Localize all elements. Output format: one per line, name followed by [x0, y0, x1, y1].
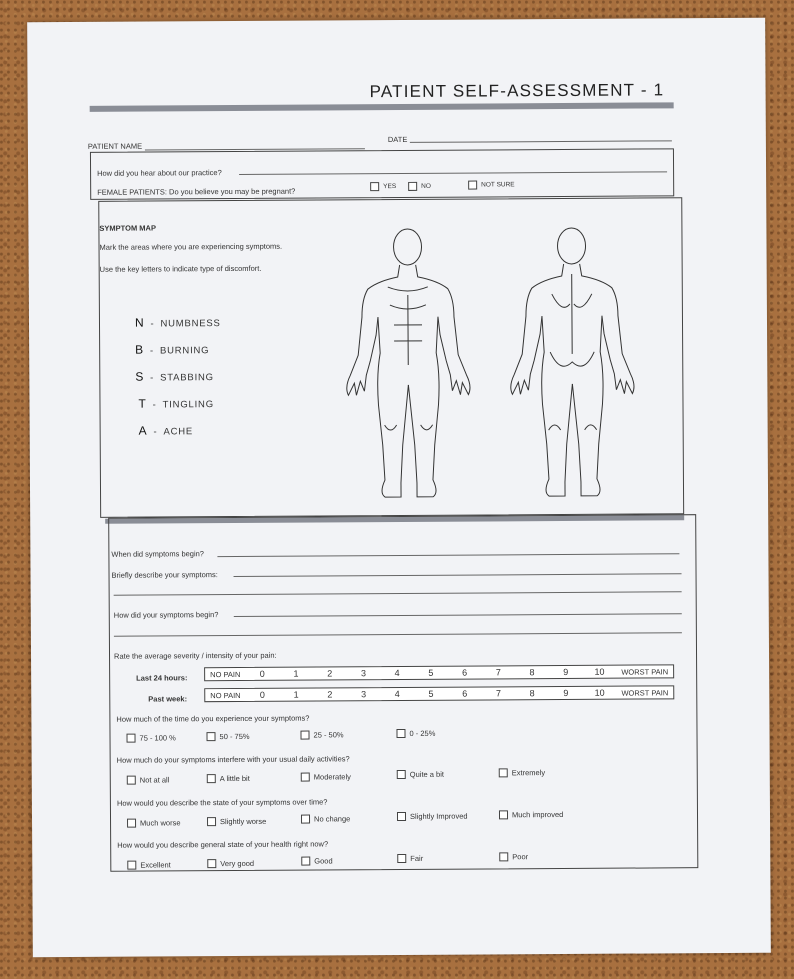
scale-option[interactable]: 0: [259, 689, 265, 700]
key-numbness: N - NUMBNESS: [134, 315, 221, 330]
q-health-opt-3[interactable]: Good: [301, 856, 332, 865]
q-state-opt-2[interactable]: Slightly worse: [207, 817, 266, 826]
page-title: PATIENT SELF-ASSESSMENT - 1: [369, 80, 665, 102]
checkbox[interactable]: [127, 861, 136, 870]
scale-option[interactable]: 8: [529, 688, 535, 699]
checkbox[interactable]: [206, 732, 215, 741]
q-state-label: How would you describe the state of your symptoms over time?: [116, 797, 328, 808]
q-health-opt-5[interactable]: Poor: [499, 852, 528, 861]
key-ache: A - ACHE: [138, 423, 194, 438]
describe-label: Briefly describe your symptoms:: [111, 570, 218, 580]
q-state-opt-4[interactable]: Slightly Improved: [397, 812, 468, 821]
scale-option[interactable]: 6: [462, 688, 468, 699]
scale-option[interactable]: 1: [293, 668, 299, 679]
scale-option[interactable]: 7: [495, 667, 501, 678]
checkbox[interactable]: [127, 819, 136, 828]
q-state-opt-1[interactable]: Much worse: [127, 818, 180, 827]
date-field[interactable]: [410, 140, 672, 143]
pregnant-label: FEMALE PATIENTS: Do you believe you may be pregnant?: [97, 186, 296, 197]
q-interfere-label: How much do your symptoms interfere with your usual daily activities?: [116, 754, 350, 765]
pregnant-not-sure[interactable]: NOT SURE: [468, 180, 515, 189]
checkbox[interactable]: [207, 859, 216, 868]
scale-option[interactable]: 7: [495, 688, 501, 699]
scale-option[interactable]: 9: [563, 687, 569, 698]
began-label: When did symptoms begin?: [111, 549, 204, 559]
body-back-figure[interactable]: [501, 224, 643, 510]
q-interfere-opt-4[interactable]: Quite a bit: [397, 770, 444, 779]
scale-option[interactable]: 3: [361, 689, 367, 700]
checkbox[interactable]: [207, 774, 216, 783]
severity-label: Rate the average severity / intensity of your pain:: [113, 650, 277, 661]
scale-option[interactable]: 4: [394, 667, 400, 679]
symptom-map-box: [98, 197, 684, 518]
scale-option[interactable]: 2: [327, 668, 333, 679]
checkbox[interactable]: [301, 773, 310, 782]
severity-scale-week[interactable]: NO PAIN 0 1 2 3 4 5 6 7 8 9 10 WORST PAIN: [204, 685, 674, 702]
severity-24h-label: Last 24 hours:: [136, 673, 188, 683]
scale-option[interactable]: 5: [428, 688, 434, 699]
form-paper: [27, 18, 771, 957]
checkbox[interactable]: [397, 854, 406, 863]
scale-option[interactable]: 0: [259, 668, 265, 679]
began-field[interactable]: [217, 553, 679, 557]
patient-name-label: PATIENT NAME: [87, 141, 143, 151]
checkbox[interactable]: [408, 182, 417, 191]
q-time-opt-1[interactable]: 75 - 100 %: [126, 733, 175, 742]
questions-box: [108, 514, 698, 872]
symptom-instruction-1: Mark the areas where you are experiencing symptoms.: [99, 241, 283, 252]
scale-option[interactable]: 4: [394, 688, 400, 700]
scale-option[interactable]: 1: [293, 689, 299, 700]
hear-label: How did you hear about our practice?: [97, 168, 222, 178]
pregnant-no[interactable]: NO: [408, 182, 431, 191]
how-begin-label: How did your symptoms begin?: [113, 610, 219, 620]
date-label: DATE: [387, 134, 408, 145]
intake-box: [90, 148, 674, 200]
q-health-opt-2[interactable]: Very good: [207, 859, 254, 868]
checkbox[interactable]: [499, 810, 508, 819]
checkbox[interactable]: [207, 817, 216, 826]
q-health-opt-4[interactable]: Fair: [397, 854, 423, 863]
q-time-label: How much of the time do you experience your symptoms?: [116, 713, 310, 724]
q-time-opt-3[interactable]: 25 - 50%: [300, 730, 343, 739]
checkbox[interactable]: [126, 734, 135, 743]
checkbox[interactable]: [301, 857, 310, 866]
q-interfere-opt-3[interactable]: Moderately: [301, 772, 351, 781]
q-time-opt-2[interactable]: 50 - 75%: [206, 732, 249, 741]
q-health-label: How would you describe general state of your health right now?: [117, 839, 329, 850]
q-time-opt-4[interactable]: 0 - 25%: [396, 729, 435, 738]
symptom-map-heading: SYMPTOM MAP: [99, 223, 156, 233]
checkbox[interactable]: [370, 182, 379, 191]
checkbox[interactable]: [300, 731, 309, 740]
how-begin-field-line-2[interactable]: [114, 632, 682, 636]
hear-field[interactable]: [239, 171, 667, 175]
q-interfere-opt-2[interactable]: A little bit: [207, 774, 250, 783]
q-state-opt-3[interactable]: No change: [301, 814, 350, 823]
how-begin-field-line-1[interactable]: [234, 613, 682, 617]
pregnant-yes[interactable]: YES: [370, 182, 396, 191]
key-tingling: T - TINGLING: [138, 396, 214, 411]
describe-field-line-2[interactable]: [114, 591, 682, 595]
checkbox[interactable]: [499, 768, 508, 777]
scale-option[interactable]: 8: [529, 667, 535, 678]
checkbox[interactable]: [127, 776, 136, 785]
scale-option[interactable]: 3: [360, 668, 366, 679]
checkbox[interactable]: [499, 852, 508, 861]
body-front-figure[interactable]: [337, 225, 479, 511]
checkbox[interactable]: [397, 812, 406, 821]
severity-scale-24h[interactable]: NO PAIN 0 1 2 3 4 5 6 7 8 9 10 WORST PAIN: [204, 664, 674, 681]
q-interfere-opt-1[interactable]: Not at all: [127, 775, 170, 784]
q-state-opt-5[interactable]: Much improved: [499, 810, 563, 819]
key-burning: B - BURNING: [135, 342, 210, 357]
checkbox[interactable]: [397, 770, 406, 779]
key-stabbing: S - STABBING: [135, 369, 214, 384]
severity-week-label: Past week:: [148, 694, 188, 704]
q-health-opt-1[interactable]: Excellent: [127, 860, 170, 869]
q-interfere-opt-5[interactable]: Extremely: [499, 768, 545, 777]
describe-field-line-1[interactable]: [234, 573, 682, 577]
checkbox[interactable]: [301, 815, 310, 824]
scale-option[interactable]: 2: [327, 689, 333, 700]
symptom-instruction-2: Use the key letters to indicate type of discomfort.: [99, 263, 262, 274]
scale-option[interactable]: 6: [462, 667, 468, 678]
scale-option[interactable]: 5: [428, 667, 434, 678]
title-divider: [90, 102, 674, 112]
checkbox[interactable]: [468, 181, 477, 190]
scale-option[interactable]: 10: [594, 666, 605, 677]
scale-option[interactable]: 9: [563, 666, 569, 678]
scale-option[interactable]: 10: [594, 687, 605, 698]
checkbox[interactable]: [396, 729, 405, 738]
